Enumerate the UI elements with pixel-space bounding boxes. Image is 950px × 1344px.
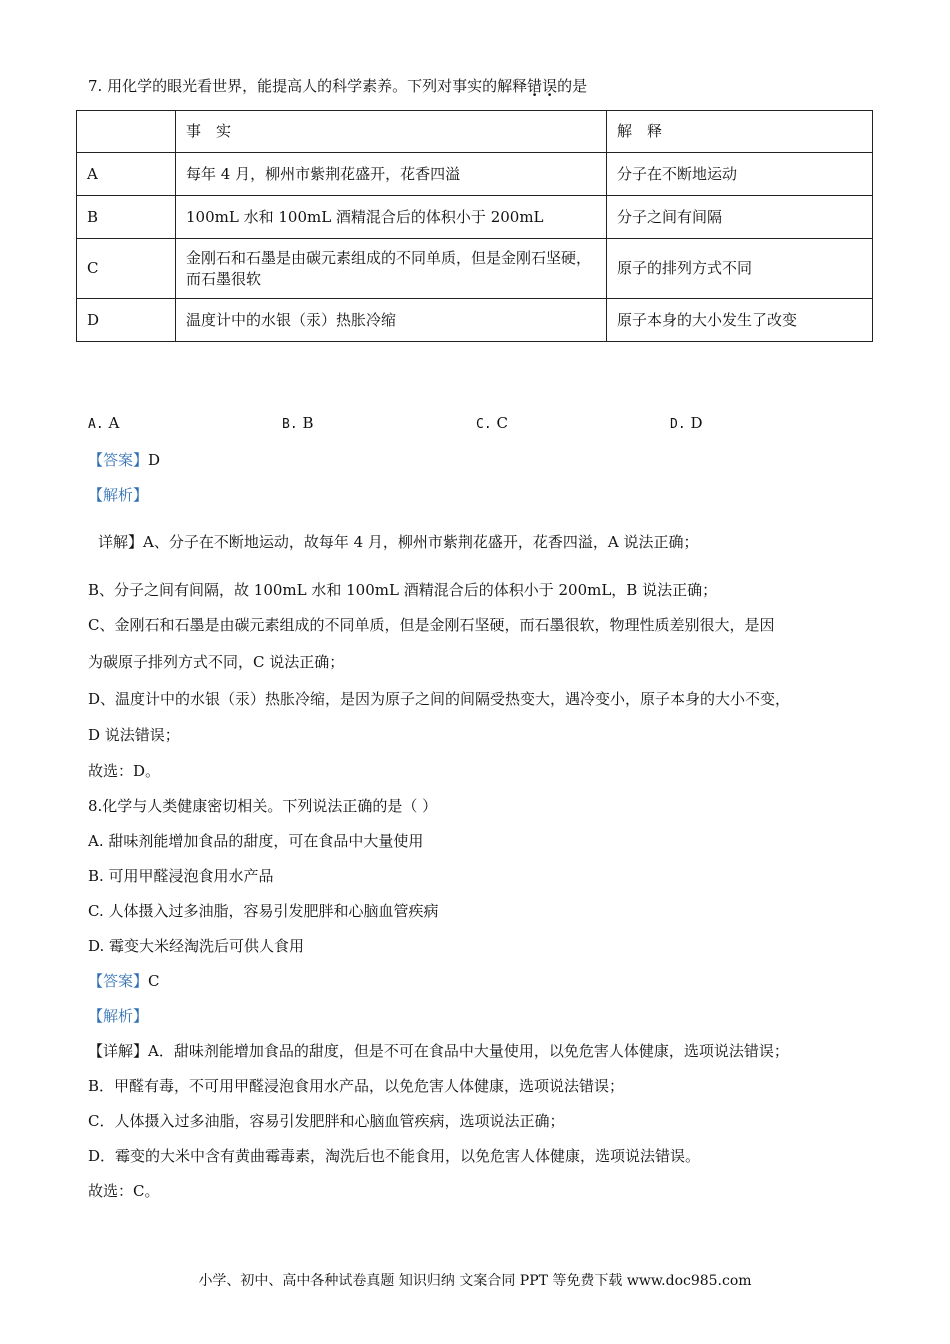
table-row bbox=[77, 299, 873, 342]
option-text: B bbox=[302, 414, 314, 432]
answer-value: D bbox=[148, 451, 161, 469]
q7-table bbox=[76, 110, 873, 342]
q8-option-c: C. 人体摄入过多油脂，容易引发肥胖和心脑血管疾病 bbox=[88, 902, 439, 920]
q7-answer bbox=[88, 450, 160, 470]
row-fact: 每年 4 月，柳州市紫荆花盛开，花香四溢 bbox=[176, 153, 607, 196]
row-letter: D bbox=[77, 299, 176, 342]
answer-tag: 【答案】 bbox=[88, 972, 149, 990]
row-fact: 金刚石和石墨是由碳元素组成的不同单质，但是金刚石坚硬，而石墨很软 bbox=[176, 239, 607, 299]
option-label: A. bbox=[88, 417, 104, 432]
q7-analysis-tag: 【解析】 bbox=[88, 486, 149, 504]
header-cell-explain: 解 释 bbox=[607, 111, 873, 153]
q7-detail-line: B、分子之间有间隔，故 100mL 水和 100mL 酒精混合后的体积小于 200mL，B 说法正确； bbox=[88, 581, 718, 599]
row-letter: A bbox=[77, 153, 176, 196]
q8-detail-line: 故选：C。 bbox=[88, 1182, 160, 1200]
answer-tag: 【答案】 bbox=[88, 451, 149, 469]
q8-detail-line: 【详解】A．甜味剂能增加食品的甜度，但是不可在食品中大量使用，以免危害人体健康，选项说法错误； bbox=[88, 1042, 789, 1060]
option-text: C bbox=[496, 414, 508, 432]
row-explain: 分子之间有间隔 bbox=[607, 196, 873, 239]
row-letter: B bbox=[77, 196, 176, 239]
table-row bbox=[77, 239, 873, 299]
q8-detail-line: B．甲醛有毒，不可用甲醛浸泡食用水产品，以免危害人体健康，选项说法错误； bbox=[88, 1077, 625, 1095]
q7-option-d bbox=[670, 414, 702, 432]
q8-stem: 8.化学与人类健康密切相关。下列说法正确的是（ ） bbox=[88, 797, 438, 815]
option-label: B. bbox=[282, 417, 298, 432]
q7-detail-line: 详解】A、分子在不断地运动，故每年 4 月，柳州市紫荆花盛开，花香四溢，A 说法正确； bbox=[98, 533, 699, 551]
table-row bbox=[77, 196, 873, 239]
q8-option-d: D. 霉变大米经淘洗后可供人食用 bbox=[88, 937, 305, 955]
header-cell-fact: 事 实 bbox=[176, 111, 607, 153]
q7-option-a bbox=[88, 414, 119, 432]
q8-option-a: A. 甜味剂能增加食品的甜度，可在食品中大量使用 bbox=[88, 832, 424, 850]
q7-emphasis-char-2: 误 bbox=[542, 77, 558, 95]
q7-detail-line: D、温度计中的水银（汞）热胀冷缩，是因为原子之间的间隔受热变大，遇冷变小，原子本身的大小不变， bbox=[88, 690, 791, 708]
option-label: D. bbox=[670, 417, 686, 432]
option-text: D bbox=[690, 414, 703, 432]
option-label: C. bbox=[476, 417, 492, 432]
q7-detail-line: 故选：D。 bbox=[88, 762, 161, 780]
table-header-row bbox=[77, 111, 873, 153]
header-cell-letter bbox=[77, 111, 176, 153]
row-explain: 原子本身的大小发生了改变 bbox=[607, 299, 873, 342]
q8-analysis-tag: 【解析】 bbox=[88, 1007, 149, 1025]
q8-answer bbox=[88, 971, 160, 991]
row-explain: 原子的排列方式不同 bbox=[607, 239, 873, 299]
q8-option-b: B. 可用甲醛浸泡食用水产品 bbox=[88, 867, 274, 885]
q7-stem-end: 的是 bbox=[557, 77, 588, 95]
row-explain: 分子在不断地运动 bbox=[607, 153, 873, 196]
q7-detail-line: C、金刚石和石墨是由碳元素组成的不同单质，但是金刚石坚硬，而石墨很软，物理性质差别很大，是因 bbox=[88, 616, 775, 634]
row-letter: C bbox=[77, 239, 176, 299]
row-fact: 温度计中的水银（汞）热胀冷缩 bbox=[176, 299, 607, 342]
page-footer: 小学、初中、高中各种试卷真题 知识归纳 文案合同 PPT 等免费下载 www.doc985.com bbox=[198, 1273, 752, 1289]
q8-detail-line: C．人体摄入过多油脂，容易引发肥胖和心脑血管疾病，选项说法正确； bbox=[88, 1112, 565, 1130]
answer-value: C bbox=[148, 972, 160, 990]
q8-detail-line: D．霉变的大米中含有黄曲霉毒素，淘洗后也不能食用，以免危害人体健康，选项说法错误。 bbox=[88, 1147, 701, 1165]
q7-stem-text: 7. 用化学的眼光看世界，能提高人的科学素养。下列对事实的解释 bbox=[88, 77, 528, 95]
row-fact: 100mL 水和 100mL 酒精混合后的体积小于 200mL bbox=[176, 196, 607, 239]
q7-detail-line: D 说法错误； bbox=[88, 726, 180, 744]
q7-detail-line: 为碳原子排列方式不同，C 说法正确； bbox=[88, 653, 345, 671]
table-row bbox=[77, 153, 873, 196]
q7-option-b bbox=[282, 414, 313, 432]
option-text: A bbox=[108, 414, 120, 432]
q7-emphasis-char-1: 错 bbox=[527, 77, 543, 95]
q7-stem bbox=[88, 76, 587, 96]
q7-option-c bbox=[476, 414, 508, 432]
